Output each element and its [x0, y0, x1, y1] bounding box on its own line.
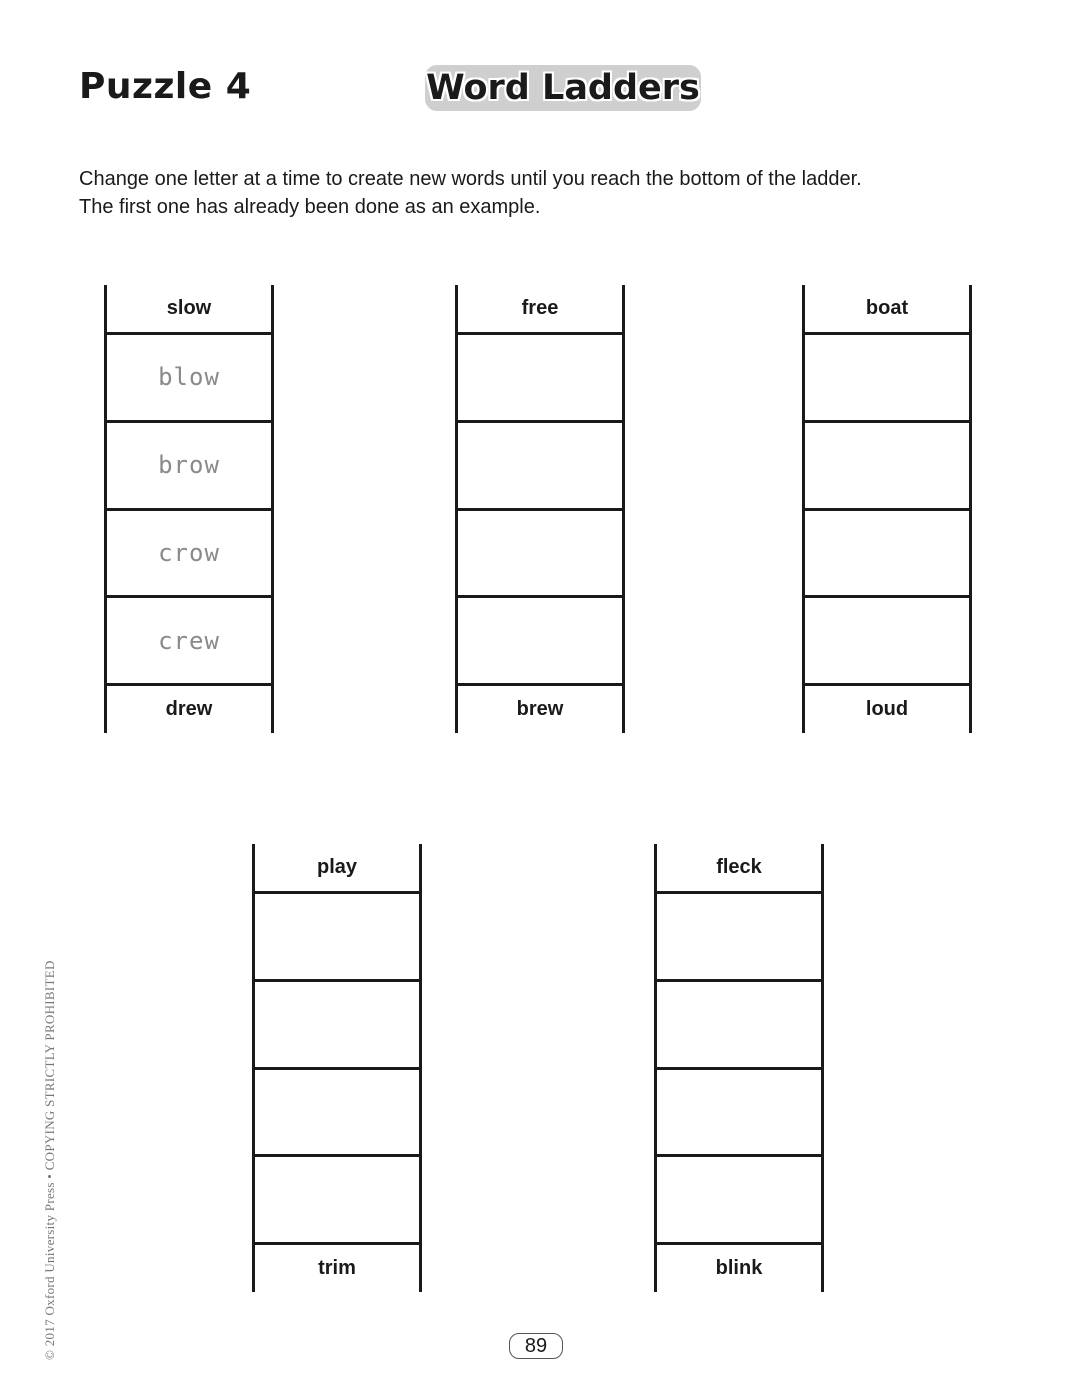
ladder-step[interactable] — [458, 508, 622, 596]
word-ladder-4 — [252, 844, 422, 1292]
ladder-step[interactable] — [255, 979, 419, 1067]
ladder-step[interactable] — [255, 1067, 419, 1155]
ladder-step[interactable]: blow — [158, 363, 220, 392]
ladder-step[interactable] — [805, 508, 969, 596]
word-ladder-3 — [802, 285, 972, 733]
ladder-top-word: fleck — [657, 844, 821, 894]
ladder-step[interactable] — [657, 1067, 821, 1155]
puzzle-label: Puzzle 4 — [79, 66, 252, 107]
ladder-rungs — [255, 894, 419, 1242]
title-badge — [425, 65, 701, 111]
ladder-rungs — [805, 335, 969, 683]
instructions — [79, 165, 862, 221]
copyright-notice: © 2017 Oxford University Press • COPYING STRICTLY PROHIBITED — [42, 960, 57, 1360]
ladder-rungs — [458, 335, 622, 683]
ladder-rungs — [657, 894, 821, 1242]
ladder-top-word: slow — [107, 285, 271, 335]
ladder-top-word: play — [255, 844, 419, 894]
ladder-bottom-word: drew — [107, 683, 271, 733]
ladder-top-word: free — [458, 285, 622, 335]
ladder-step[interactable] — [657, 1154, 821, 1242]
ladder-step[interactable]: crow — [107, 508, 271, 596]
ladder-step[interactable] — [657, 894, 821, 979]
ladder-bottom-word: trim — [255, 1242, 419, 1292]
ladder-rungs — [107, 335, 271, 683]
ladder-step[interactable] — [458, 420, 622, 508]
ladder-bottom-word: loud — [805, 683, 969, 733]
ladder-step[interactable] — [255, 1154, 419, 1242]
ladder-step[interactable] — [657, 979, 821, 1067]
instructions-line-1: Change one letter at a time to create new words until you reach the bottom of the ladder. — [79, 168, 862, 190]
ladder-step[interactable] — [805, 420, 969, 508]
ladder-bottom-word: brew — [458, 683, 622, 733]
ladder-step[interactable]: brow — [107, 420, 271, 508]
page-title: Word Ladders — [426, 68, 700, 108]
page-number: 89 — [509, 1333, 563, 1359]
ladder-step[interactable] — [458, 595, 622, 683]
word-ladder-1 — [104, 285, 274, 733]
ladder-step[interactable] — [458, 335, 622, 420]
ladder-bottom-word: blink — [657, 1242, 821, 1292]
ladder-top-word: boat — [805, 285, 969, 335]
ladder-step[interactable]: crew — [107, 595, 271, 683]
word-ladder-5 — [654, 844, 824, 1292]
ladder-step[interactable] — [255, 894, 419, 979]
word-ladder-2 — [455, 285, 625, 733]
ladder-step[interactable] — [805, 335, 969, 420]
ladder-step[interactable] — [805, 595, 969, 683]
instructions-line-2: The first one has already been done as an example. — [79, 196, 541, 218]
